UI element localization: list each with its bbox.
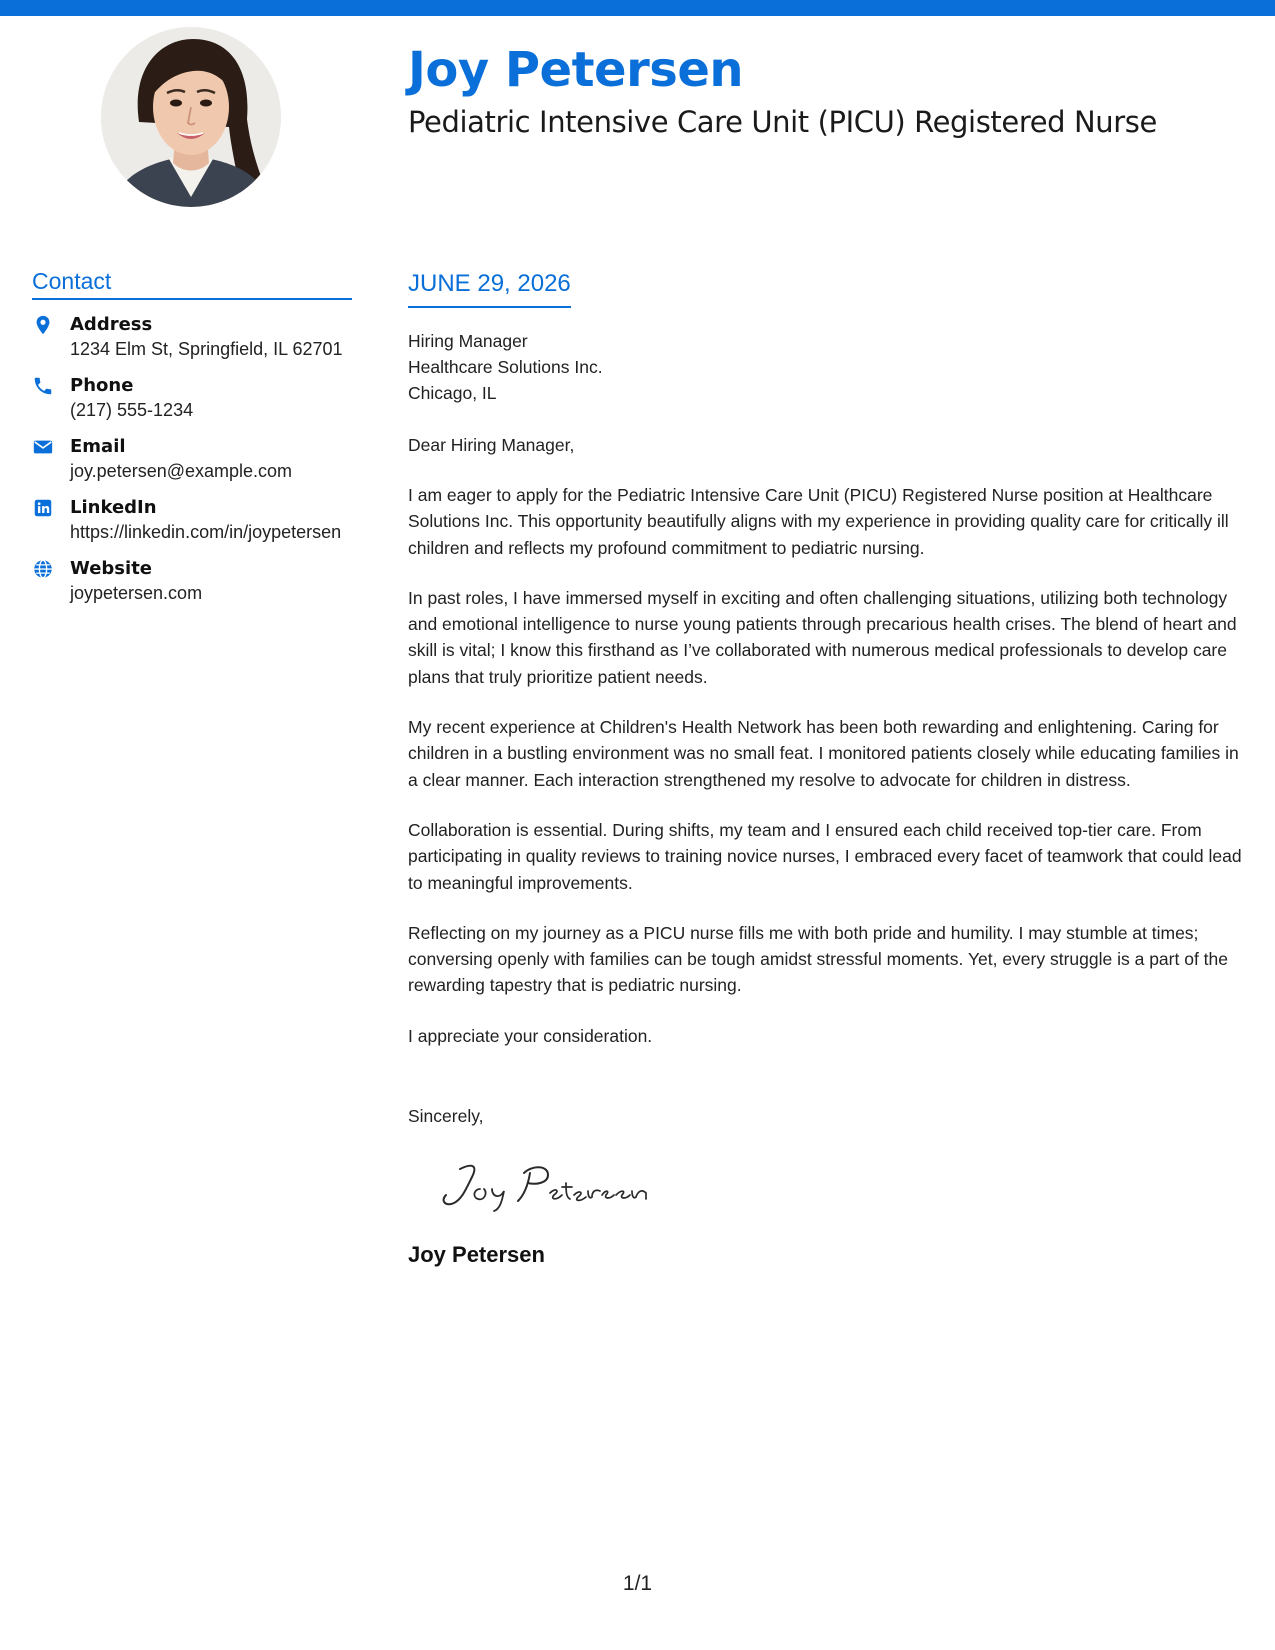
recipient-line: Healthcare Solutions Inc. <box>408 357 603 377</box>
website-label: Website <box>70 558 153 579</box>
phone-icon <box>32 375 54 397</box>
envelope-icon <box>32 436 54 458</box>
body-paragraph: In past roles, I have immersed myself in exciting and often challenging situations, utilizing both technology and emotional intelligence to nurse young patients through precarious health crises. The blend of heart and skill is vital; I know this firsthand as I’ve collaborated with numerous medical professionals to develop care plans that truly prioritize patient needs. <box>408 587 1237 687</box>
address-value: 1234 Elm St, Springfield, IL 62701 <box>70 339 343 359</box>
email-value[interactable]: joy.petersen@example.com <box>70 461 293 481</box>
contact-heading: Contact <box>32 266 352 300</box>
cover-letter <box>408 268 1248 1270</box>
phone-label: Phone <box>70 375 134 396</box>
contact-list <box>32 312 352 606</box>
contact-item-linkedin <box>32 495 352 545</box>
contact-item-phone <box>32 373 352 423</box>
contact-item-address <box>32 312 352 362</box>
contact-item-email <box>32 434 352 484</box>
profile-photo <box>101 27 281 207</box>
top-accent-bar <box>0 0 1275 16</box>
greeting: Dear Hiring Manager, <box>408 435 575 455</box>
signer-name: Joy Petersen <box>408 1242 545 1268</box>
website-value[interactable]: joypetersen.com <box>70 583 203 603</box>
phone-value: (217) 555-1234 <box>70 400 194 420</box>
page-number: 1/1 <box>622 1572 653 1595</box>
body-paragraph: I appreciate your consideration. <box>408 1025 653 1046</box>
handwritten-signature <box>432 1155 672 1215</box>
body-paragraph: My recent experience at Children's Health Network has been both rewarding and enlightening. Caring for children in a bustling environment was no small feat. I monitored patients closely while educating families in a clear manner. Each interaction strengthened my resolve to advocate for children in distress. <box>408 717 1239 790</box>
body-paragraph: Reflecting on my journey as a PICU nurse fills me with both pride and humility. I may stumble at times; conversing openly with families can be tough amidst stressful moments. Yet, every struggle is a part of the rewarding tapestry that is pediatric nursing. <box>408 922 1228 996</box>
body-paragraph: Collaboration is essential. During shifts, my team and I ensured each child received top-tier care. From participating in quality reviews to training novice nurses, I embraced every facet of teamwork that could lead to meaningful improvements. <box>408 819 1242 893</box>
address-label: Address <box>70 314 153 335</box>
globe-icon <box>32 558 54 580</box>
location-pin-icon <box>32 314 54 336</box>
job-title: Pediatric Intensive Care Unit (PICU) Registered Nurse <box>408 105 1157 139</box>
recipient-block <box>408 328 1248 406</box>
recipient-line: Hiring Manager <box>408 331 528 351</box>
contact-item-website <box>32 556 352 606</box>
linkedin-label: LinkedIn <box>70 497 157 518</box>
body-paragraph: I am eager to apply for the Pediatric Intensive Care Unit (PICU) Registered Nurse position at Healthcare Solutions Inc. This opportunity beautifully aligns with my experience in providing quality care for critically ill children and reflects my profound commitment to pediatric nursing. <box>408 485 1229 558</box>
linkedin-icon <box>32 497 54 519</box>
closing: Sincerely, <box>408 1106 484 1127</box>
email-label: Email <box>70 436 126 457</box>
linkedin-value[interactable]: https://linkedin.com/in/joypetersen <box>70 522 342 542</box>
recipient-line: Chicago, IL <box>408 383 497 403</box>
contact-sidebar <box>32 266 352 617</box>
candidate-name: Joy Petersen <box>408 42 744 98</box>
letter-date: JUNE 29, 2026 <box>408 268 571 308</box>
